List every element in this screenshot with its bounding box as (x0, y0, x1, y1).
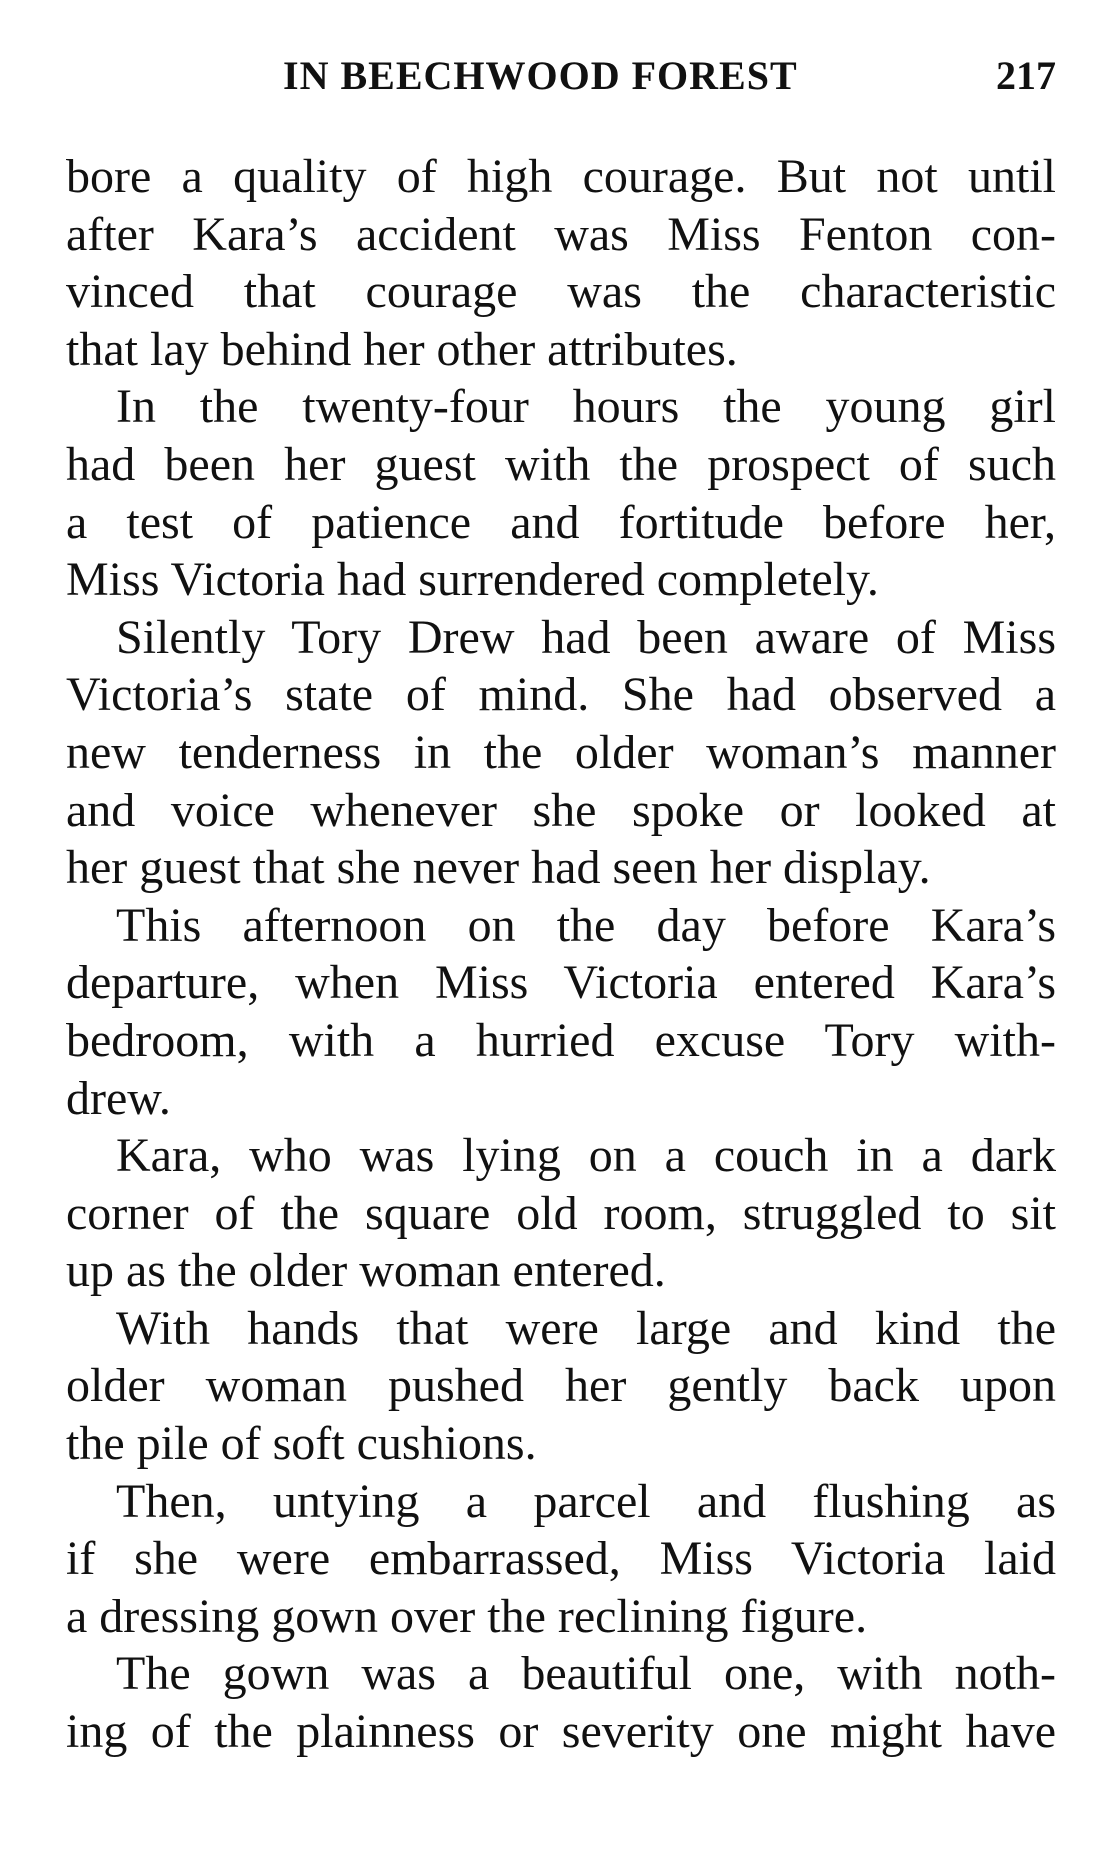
text-line: corner of the square old room, struggled to sit (66, 1186, 1056, 1240)
text-line: This afternoon on the day before Kara’s (116, 898, 1056, 952)
page-number: 217 (996, 53, 1056, 98)
text-line: Miss Victoria had surrendered completely. (66, 553, 879, 607)
text-line: The gown was a beautiful one, with noth- (116, 1647, 1056, 1701)
text-line: Victoria’s state of mind. She had observed a (66, 668, 1056, 722)
text-line: a test of patience and fortitude before her, (66, 495, 1056, 549)
text-line: older woman pushed her gently back upon (66, 1359, 1056, 1413)
text-line: new tenderness in the older woman’s manner (66, 725, 1056, 779)
text-line: had been her guest with the prospect of such (66, 437, 1056, 491)
text-line: Kara, who was lying on a couch in a dark (116, 1129, 1056, 1183)
text-line: her guest that she never had seen her display. (66, 841, 931, 895)
text-line: departure, when Miss Victoria entered Kara’s (66, 956, 1056, 1010)
body-text (66, 148, 1056, 1761)
text-line: bedroom, with a hurried excuse Tory with- (66, 1013, 1056, 1067)
text-line: With hands that were large and kind the (116, 1301, 1056, 1355)
text-line: drew. (66, 1071, 171, 1125)
text-line: and voice whenever she spoke or looked at (66, 783, 1056, 837)
text-line: ing of the plainness or severity one might have (66, 1705, 1056, 1759)
text-line: bore a quality of high courage. But not until (66, 150, 1056, 203)
text-line: the pile of soft cushions. (66, 1417, 537, 1471)
text-line: a dressing gown over the reclining figure. (66, 1589, 868, 1643)
text-line: up as the older woman entered. (66, 1244, 666, 1298)
running-title: IN BEECHWOOD FOREST (283, 53, 798, 98)
text-line: after Kara’s accident was Miss Fenton con- (66, 207, 1056, 261)
text-line: if she were embarrassed, Miss Victoria laid (66, 1532, 1056, 1586)
running-head (62, 52, 1056, 112)
text-line: Then, untying a parcel and flushing as (116, 1474, 1056, 1528)
text-line: vinced that courage was the characteristic (66, 265, 1056, 319)
text-line: that lay behind her other attributes. (66, 322, 738, 376)
text-line: In the twenty-four hours the young girl (116, 380, 1056, 434)
text-line: Silently Tory Drew had been aware of Miss (116, 610, 1056, 664)
